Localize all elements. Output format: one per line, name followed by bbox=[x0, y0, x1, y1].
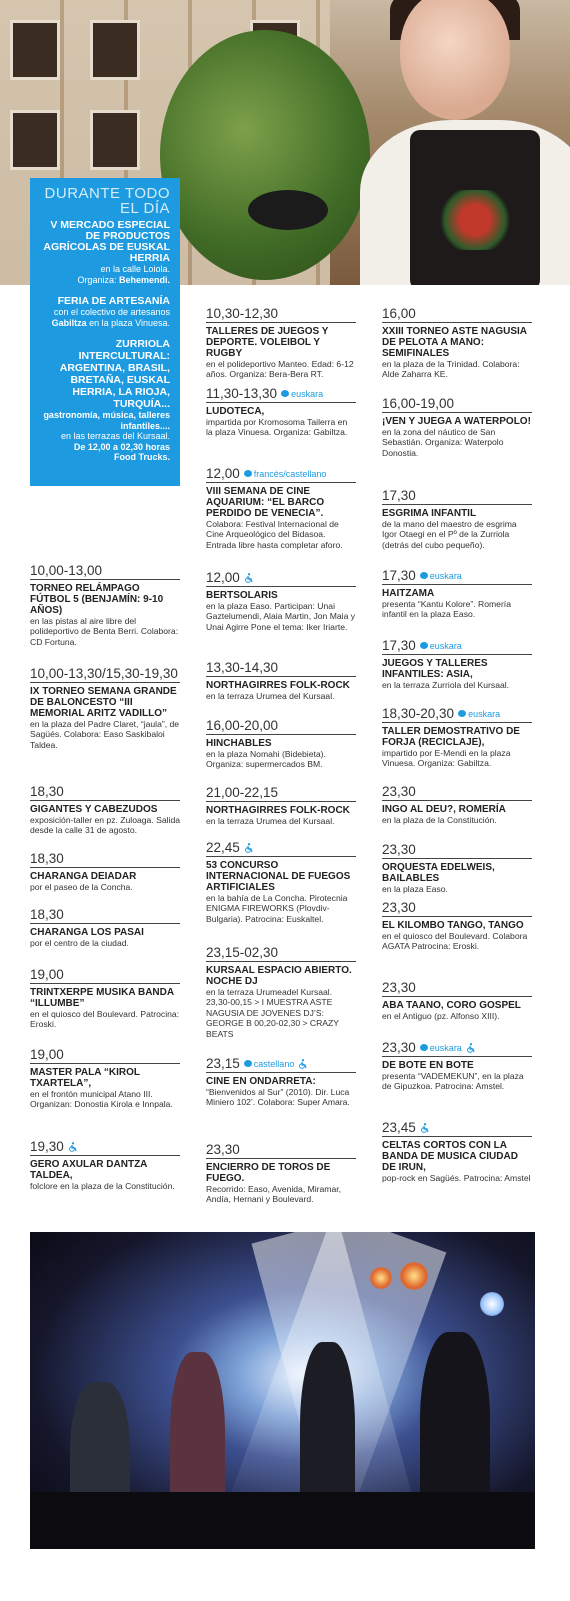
event-title: GIGANTES Y CABEZUDOS bbox=[30, 804, 158, 815]
zurriola-trucks: Food Trucks. bbox=[113, 452, 170, 462]
feria-place: en la plaza Vinuesa. bbox=[89, 317, 170, 328]
event-item bbox=[30, 907, 180, 948]
building-window bbox=[10, 20, 60, 80]
event-item bbox=[30, 784, 180, 836]
event-title: MASTER PALA “KIROL TXARTELA”, bbox=[30, 1067, 140, 1089]
event-time-row bbox=[382, 638, 532, 655]
event-title: CELTAS CORTOS CON LA BANDA DE MUSICA CIUDAD DE IRUN, bbox=[382, 1140, 518, 1173]
event-time: 23,30 bbox=[382, 842, 416, 857]
tree bbox=[160, 30, 370, 280]
event-description: en el frontón municipal Atano III. Organizan: Donostia Kirola e Innpala. bbox=[30, 1089, 173, 1110]
event-description: en la plaza Easo. bbox=[382, 884, 448, 894]
event-time: 13,30-14,30 bbox=[206, 660, 279, 675]
language-label: castellano bbox=[253, 1058, 295, 1069]
event-time: 10,00-13,00 bbox=[30, 563, 103, 578]
event-time-row bbox=[30, 563, 180, 580]
event-item bbox=[30, 1139, 180, 1191]
wheelchair-icon bbox=[244, 573, 254, 583]
event-time-row bbox=[382, 900, 532, 917]
event-time: 10,00-13,30/15,30-19,30 bbox=[30, 666, 178, 681]
language-label: euskara bbox=[429, 640, 462, 651]
building-window bbox=[10, 110, 60, 170]
event-time-row bbox=[30, 666, 180, 683]
event-description: en el quiosco del Boulevard. Colabora AGATA Patrocina: Eroski. bbox=[382, 931, 528, 952]
event-title: 53 CONCURSO INTERNACIONAL DE FUEGOS ARTIFICIALES bbox=[206, 860, 351, 893]
event-title: CINE EN ONDARRETA: bbox=[206, 1076, 316, 1087]
event-time: 17,30 bbox=[382, 638, 416, 653]
event-description: en la terraza Urumea del Kursaal. bbox=[206, 816, 335, 826]
event-title: VIII SEMANA DE CINE AQUARIUM: “EL BARCO PERDIDO DE VENECIA”. bbox=[206, 486, 325, 519]
event-description: de la mano del maestro de esgrima Igor Otaegi en el Pº de la Zurriola (detrás del cubo pequeño). bbox=[382, 519, 517, 550]
event-time-row bbox=[206, 386, 356, 403]
event-item bbox=[30, 967, 180, 1030]
language-tag bbox=[244, 1059, 295, 1069]
event-time: 16,00 bbox=[382, 306, 416, 321]
event-item bbox=[382, 706, 532, 769]
language-label: euskara bbox=[291, 388, 324, 399]
language-tag bbox=[281, 389, 323, 399]
event-time-row bbox=[206, 660, 356, 677]
language-tag bbox=[458, 709, 500, 719]
event-description: impartida por Kromosoma Tailerra en la plaza Vinuesa. Organiza: Gabiltza. bbox=[206, 417, 348, 438]
wheelchair-icon bbox=[420, 1123, 430, 1133]
event-time: 23,30 bbox=[206, 1142, 240, 1157]
event-item bbox=[382, 784, 532, 825]
event-time-row bbox=[206, 785, 356, 802]
zurriola-title: ZURRIOLA INTERCULTURAL: ARGENTINA, BRASIL, BRETAÑA, EUSKAL HERRIA, LA RIOJA, TURQUÍA... bbox=[59, 338, 170, 410]
event-time-row bbox=[382, 396, 532, 413]
mercado-org-label: Organiza: bbox=[77, 274, 117, 285]
speech-bubble-icon bbox=[281, 390, 289, 397]
speech-bubble-icon bbox=[244, 1060, 252, 1067]
event-description: pop-rock en Sagüés. Patrocina: Amstel bbox=[382, 1173, 531, 1183]
event-time: 11,30-13,30 bbox=[206, 386, 278, 401]
building-window bbox=[90, 110, 140, 170]
event-description: Recorrido: Easo, Avenida, Miramar, Andía, Hernani y Boulevard. bbox=[206, 1184, 342, 1205]
wheelchair-icon bbox=[244, 843, 254, 853]
event-time-row bbox=[382, 980, 532, 997]
event-title: ¡VEN Y JUEGA A WATERPOLO! bbox=[382, 416, 531, 427]
wheelchair-icon bbox=[68, 1142, 78, 1152]
event-item bbox=[206, 466, 356, 550]
event-title: JUEGOS Y TALLERES INFANTILES: ASIA, bbox=[382, 658, 488, 680]
event-time-row bbox=[382, 784, 532, 801]
mercado-place: en la calle Loiola. bbox=[100, 264, 170, 274]
event-time: 12,00 bbox=[206, 570, 240, 585]
event-time-row bbox=[206, 466, 356, 483]
event-time: 19,30 bbox=[30, 1139, 64, 1154]
event-description: en el quiosco del Boulevard. Patrocina: Eroski. bbox=[30, 1009, 180, 1030]
language-tag bbox=[420, 1043, 462, 1053]
event-time-row bbox=[382, 1120, 532, 1137]
event-title: LUDOTECA, bbox=[206, 406, 265, 417]
event-time: 12,00 bbox=[206, 466, 240, 481]
language-tag bbox=[420, 571, 462, 581]
event-description: en la plaza del Padre Claret, “jaula”, de Sagüés. Colabora: Easo Saskibaloi Taldea. bbox=[30, 719, 180, 750]
event-time-row bbox=[30, 784, 180, 801]
event-time-row bbox=[206, 570, 356, 587]
event-time: 22,45 bbox=[206, 840, 240, 855]
event-title: TALLERES DE JUEGOS Y DEPORTE. VOLEIBOL Y RUGBY bbox=[206, 326, 329, 359]
event-description: en el Antiguo (pz. Alfonso XIII). bbox=[382, 1011, 500, 1021]
feria-title: FERIA DE ARTESANÍA bbox=[57, 295, 170, 307]
event-description: en la plaza Nomahi (Bidebieta). Organiza: supermercados BM. bbox=[206, 749, 326, 770]
event-item bbox=[382, 396, 532, 458]
mercado-org-name: Behemendi. bbox=[118, 274, 170, 285]
event-time-row bbox=[30, 1047, 180, 1064]
event-description: en las pistas al aire libre del polideportivo de Benta Berri. Colabora: CD Fortuna. bbox=[30, 616, 179, 647]
event-time: 23,45 bbox=[382, 1120, 416, 1135]
event-title: HAITZAMA bbox=[382, 588, 435, 599]
language-tag bbox=[420, 641, 462, 651]
event-description: folclore en la plaza de la Constitución. bbox=[30, 1181, 175, 1191]
speech-bubble-icon bbox=[420, 572, 428, 579]
event-description: en el polideportivo Manteo. Edad: 6-12 años. Organiza: Bera-Bera RT. bbox=[206, 359, 354, 380]
event-time: 23,30 bbox=[382, 900, 416, 915]
mercado-title: V MERCADO ESPECIAL DE PRODUCTOS AGRÍCOLAS DE EUSKAL HERRIA bbox=[43, 219, 170, 264]
event-description: en la terraza Urumeadel Kursaal. 23,30-00,15 > I MUESTRA ASTE NAGUSIA DE JOVENES DJ’S: GEORGE B 00,20-02,30 > CRAZY BEATS bbox=[206, 987, 339, 1039]
event-time: 23,30 bbox=[382, 1040, 416, 1055]
event-time: 18,30 bbox=[30, 784, 64, 799]
event-time: 23,30 bbox=[382, 980, 416, 995]
event-title: KURSAAL ESPACIO ABIERTO. NOCHE DJ bbox=[206, 965, 352, 987]
event-description: impartido por E-Mendi en la plaza Vinuesa. Organiza: Gabiltza. bbox=[382, 748, 511, 769]
event-time: 19,00 bbox=[30, 1047, 64, 1062]
event-title: BERTSOLARIS bbox=[206, 590, 278, 601]
speech-bubble-icon bbox=[420, 1044, 428, 1051]
event-title: ABA TAANO, CORO GOSPEL bbox=[382, 1000, 521, 1011]
stage-light bbox=[480, 1292, 504, 1316]
event-title: ORQUESTA EDELWEIS, BAILABLES bbox=[382, 862, 495, 884]
concert-photo bbox=[30, 1232, 535, 1549]
event-time: 23,15 bbox=[206, 1056, 240, 1071]
speech-bubble-icon bbox=[244, 470, 252, 477]
event-time: 18,30 bbox=[30, 851, 64, 866]
event-time-row bbox=[382, 1040, 532, 1057]
event-title: ENCIERRO DE TOROS DE FUEGO. bbox=[206, 1162, 331, 1184]
event-title: INGO AL DEU?, ROMERÍA bbox=[382, 804, 506, 815]
event-time-row bbox=[206, 945, 356, 962]
stage-light bbox=[370, 1267, 392, 1289]
language-tag bbox=[244, 469, 327, 479]
event-item bbox=[30, 563, 180, 647]
event-title: GERO AXULAR DANTZA TALDEA, bbox=[30, 1159, 148, 1181]
giant-figure bbox=[360, 0, 570, 285]
event-description: exposición-taller en pz. Zuloaga. Salida desde la calle 31 de agosto. bbox=[30, 815, 181, 836]
giant-hat bbox=[248, 190, 328, 230]
event-title: CHARANGA DEIADAR bbox=[30, 871, 137, 882]
event-description: en la plaza Easo. Participan: Unai Gaztelumendi, Alaia Martin, Jon Maia y Unai Agirre Pone el tema: Iker Iriarte. bbox=[206, 601, 356, 632]
feria-desc: con el colectivo de artesanos bbox=[53, 307, 170, 317]
event-item bbox=[30, 1047, 180, 1110]
event-item bbox=[206, 785, 356, 826]
event-time: 18,30 bbox=[30, 907, 64, 922]
event-time-row bbox=[206, 1056, 356, 1073]
event-time: 10,30-12,30 bbox=[206, 306, 279, 321]
event-description: presenta “VADEMEKUN”, en la plaza de Gipuzkoa. Patrocina: Amstel. bbox=[382, 1071, 524, 1092]
building-window bbox=[90, 20, 140, 80]
event-time-row bbox=[382, 306, 532, 323]
event-time-row bbox=[382, 842, 532, 859]
event-time-row bbox=[382, 488, 532, 505]
event-description: en la plaza de la Trinidad. Colabora: Alde Zaharra KE. bbox=[382, 359, 520, 380]
event-description: en la zona del náutico de San Sebastián. Organiza: Waterpolo Donostia. bbox=[382, 427, 504, 458]
event-time: 16,00-20,00 bbox=[206, 718, 279, 733]
event-item bbox=[382, 1120, 532, 1183]
event-item bbox=[206, 306, 356, 380]
event-item bbox=[382, 306, 532, 380]
event-description: por el paseo de la Concha. bbox=[30, 882, 133, 892]
stage-light bbox=[400, 1262, 428, 1290]
event-time: 23,30 bbox=[382, 784, 416, 799]
event-item bbox=[206, 945, 356, 1039]
event-item bbox=[30, 851, 180, 892]
language-label: euskara bbox=[429, 1042, 462, 1053]
event-item bbox=[382, 488, 532, 550]
zurriola-place: en las terrazas del Kursaal. bbox=[60, 431, 170, 441]
wheelchair-icon bbox=[466, 1043, 476, 1053]
speech-bubble-icon bbox=[420, 642, 428, 649]
event-time-row bbox=[206, 306, 356, 323]
event-title: TORNEO RELÁMPAGO FÚTBOL 5 (BENJAMÍN: 9-10 AÑOS) bbox=[30, 583, 164, 616]
event-item bbox=[382, 900, 532, 952]
mercado-org bbox=[36, 275, 170, 286]
giant-face bbox=[400, 0, 510, 120]
event-title: XXIII TORNEO ASTE NAGUSIA DE PELOTA A MANO: SEMIFINALES bbox=[382, 326, 527, 359]
event-item bbox=[206, 718, 356, 770]
event-time-row bbox=[382, 706, 532, 723]
event-description: presenta “Kantu Kolore”. Romería infantil en la plaza Easo. bbox=[382, 599, 511, 620]
event-title: IX TORNEO SEMANA GRANDE DE BALONCESTO “III MEMORIAL ARITZ VADILLO” bbox=[30, 686, 177, 719]
event-time: 19,00 bbox=[30, 967, 64, 982]
event-time-row bbox=[206, 1142, 356, 1159]
event-time-row bbox=[30, 1139, 180, 1156]
event-title: ESGRIMA INFANTIL bbox=[382, 508, 477, 519]
event-time-row bbox=[30, 851, 180, 868]
feria-group: Gabiltza bbox=[51, 317, 87, 328]
zurriola-hours: De 12,00 a 02,30 horas bbox=[73, 441, 170, 452]
event-time: 23,15-02,30 bbox=[206, 945, 279, 960]
event-description: Colabora: Festival Internacional de Cine Arqueológico del Bidasoa. Entrada libre hasta completar aforo. bbox=[206, 519, 343, 550]
event-time: 16,00-19,00 bbox=[382, 396, 455, 411]
event-item bbox=[382, 842, 532, 894]
language-label: euskara bbox=[468, 708, 501, 719]
event-item bbox=[30, 666, 180, 750]
event-item bbox=[382, 638, 532, 690]
language-label: francés/castellano bbox=[253, 468, 327, 479]
event-time-row bbox=[206, 840, 356, 857]
event-title: NORTHAGIRRES FOLK-ROCK bbox=[206, 680, 350, 691]
event-item bbox=[382, 568, 532, 620]
zurriola-list: gastronomía, música, talleres infantiles.... bbox=[43, 410, 170, 431]
all-day-heading: DURANTE TODO EL DÍA bbox=[44, 185, 170, 217]
stage-floor bbox=[30, 1492, 535, 1549]
event-title: EL KILOMBO TANGO, TANGO bbox=[382, 920, 524, 931]
event-title: TRINTXERPE MUSIKA BANDA “ILLUMBE” bbox=[30, 987, 174, 1009]
event-title: DE BOTE EN BOTE bbox=[382, 1060, 474, 1071]
speech-bubble-icon bbox=[458, 710, 466, 717]
feria-place-line bbox=[36, 318, 170, 329]
event-item bbox=[382, 1040, 532, 1092]
wheelchair-icon bbox=[298, 1059, 308, 1069]
event-title: CHARANGA LOS PASAI bbox=[30, 927, 144, 938]
event-item bbox=[206, 660, 356, 701]
event-time: 21,00-22,15 bbox=[206, 785, 279, 800]
event-description: por el centro de la ciudad. bbox=[30, 938, 129, 948]
event-time-row bbox=[382, 568, 532, 585]
event-description: en la plaza de la Constitución. bbox=[382, 815, 497, 825]
event-item bbox=[206, 840, 356, 924]
event-item bbox=[206, 1142, 356, 1205]
event-description: en la bahía de La Concha. Pirotecnia ENIGMA FIREWORKS (Plovdiv-Bulgaria). Patrocina: Euskaltel. bbox=[206, 893, 348, 924]
event-time-row bbox=[30, 907, 180, 924]
all-day-box bbox=[30, 178, 180, 486]
event-time-row bbox=[30, 967, 180, 984]
event-description: en la terraza Zurriola del Kursaal. bbox=[382, 680, 510, 690]
event-title: NORTHAGIRRES FOLK-ROCK bbox=[206, 805, 350, 816]
event-title: HINCHABLES bbox=[206, 738, 272, 749]
event-item bbox=[206, 1056, 356, 1108]
event-time: 18,30-20,30 bbox=[382, 706, 455, 721]
giant-embroidery bbox=[435, 190, 515, 250]
event-time: 17,30 bbox=[382, 568, 416, 583]
event-title: TALLER DEMOSTRATIVO DE FORJA (RECICLAJE), bbox=[382, 726, 520, 748]
event-description: “Bienvenidos al Sur” (2010). Dir. Luca Miniero 102’. Colabora: Super Amara. bbox=[206, 1087, 350, 1108]
language-label: euskara bbox=[429, 570, 462, 581]
event-time: 17,30 bbox=[382, 488, 416, 503]
event-description: en la terraza Urumea del Kursaal. bbox=[206, 691, 335, 701]
event-item bbox=[382, 980, 532, 1021]
event-time-row bbox=[206, 718, 356, 735]
event-item bbox=[206, 386, 356, 438]
event-item bbox=[206, 570, 356, 632]
